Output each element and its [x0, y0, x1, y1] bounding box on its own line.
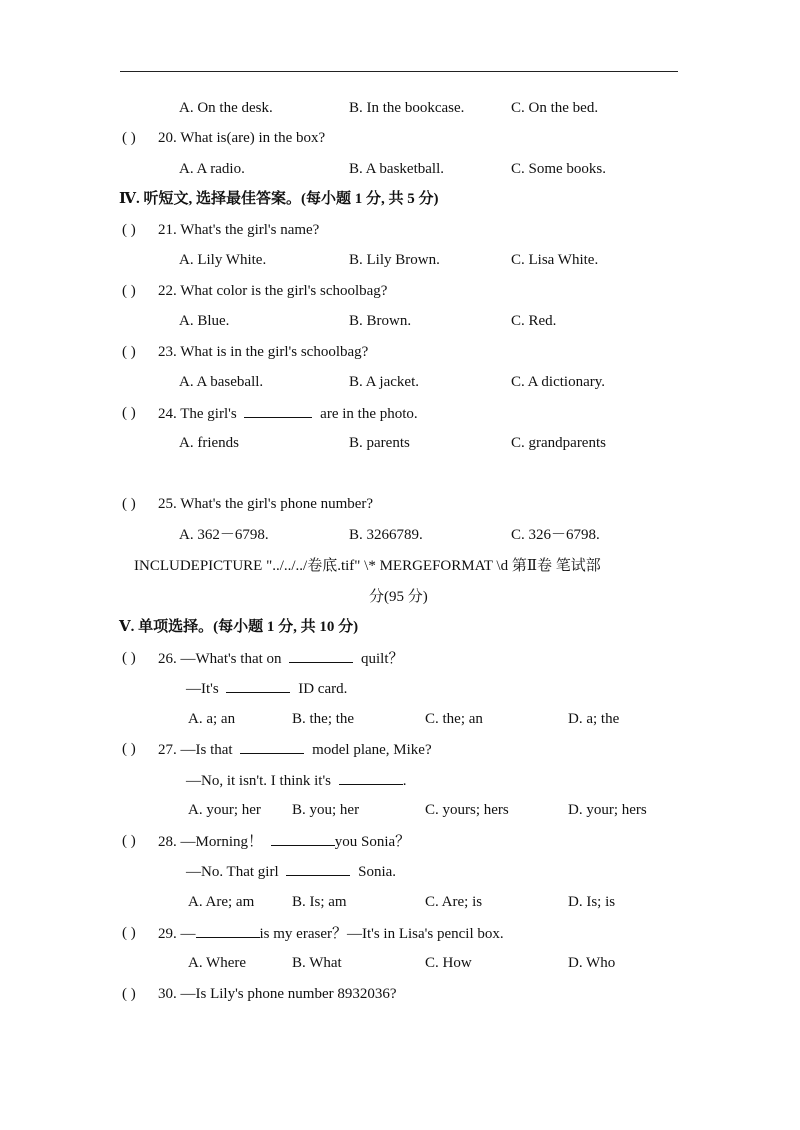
option-a: A. Are; am	[188, 894, 255, 910]
option-b: B. In the bookcase.	[349, 100, 465, 116]
option-a: A. your; her	[188, 802, 261, 818]
question-text-after: model plane, Mike?	[312, 742, 432, 758]
option-c: C. How	[425, 955, 472, 971]
answer-paren[interactable]: ( )	[122, 405, 136, 421]
answer-blank[interactable]	[240, 739, 304, 754]
option-b: B. the; the	[292, 711, 355, 727]
question-text-before: —No. That girl	[186, 864, 279, 880]
answer-blank[interactable]	[286, 861, 350, 876]
option-a: A. 362－6798.	[179, 527, 269, 543]
question-28-line-2	[186, 861, 396, 881]
option-c: C. A dictionary.	[511, 374, 606, 390]
question-text: 20. What is(are) in the box?	[158, 130, 326, 146]
option-b: B. you; her	[292, 802, 360, 818]
option-d: D. Who	[568, 955, 616, 971]
option-b: B. A basketball.	[349, 161, 444, 177]
option-b: B. Is; am	[292, 894, 347, 910]
option-c: C. Some books.	[511, 161, 607, 177]
option-b: B. Lily Brown.	[349, 252, 440, 268]
question-text: 30. —Is Lily's phone number 8932036?	[158, 986, 397, 1002]
option-c: C. grandparents	[511, 435, 606, 451]
question-text-after: .	[402, 773, 407, 789]
answer-blank[interactable]	[339, 770, 403, 785]
answer-blank[interactable]	[271, 831, 335, 846]
question-text-before: 24. The girl's	[158, 406, 237, 422]
question-27-line-2	[186, 770, 407, 790]
answer-paren[interactable]: ( )	[122, 741, 136, 757]
answer-paren[interactable]: ( )	[122, 925, 136, 941]
option-a: A. Blue.	[179, 313, 230, 329]
option-a: A. Where	[188, 955, 247, 971]
option-c: C. 326－6798.	[511, 527, 600, 543]
option-c: C. yours; hers	[425, 802, 509, 818]
answer-paren[interactable]: ( )	[122, 222, 136, 238]
option-a: A. A radio.	[179, 161, 245, 177]
include-picture-field-line-2: 分(95 分)	[369, 589, 428, 605]
section-5-title: Ⅴ. 单项选择。(每小题 1 分, 共 10 分)	[119, 619, 359, 635]
question-text-after: Sonia.	[358, 864, 397, 880]
option-c: C. On the bed.	[511, 100, 599, 116]
question-text-after: quilt？	[361, 651, 404, 667]
answer-blank[interactable]	[226, 678, 290, 693]
option-d: D. a; the	[568, 711, 620, 727]
option-b: B. 3266789.	[349, 527, 423, 543]
option-c: C. Red.	[511, 313, 557, 329]
question-text-before: 26. —What's that on	[158, 651, 282, 667]
option-c: C. Lisa White.	[511, 252, 599, 268]
option-b: B. A jacket.	[349, 374, 419, 390]
section-4-title: Ⅳ. 听短文, 选择最佳答案。(每小题 1 分, 共 5 分)	[119, 191, 439, 207]
question-text-before: —No, it isn't. I think it's	[186, 773, 331, 789]
option-b: B. parents	[349, 435, 410, 451]
answer-blank[interactable]	[289, 648, 353, 663]
option-a: A. a; an	[188, 711, 236, 727]
question-text-before: —It's	[186, 681, 219, 697]
option-a: A. On the desk.	[179, 100, 273, 116]
answer-paren[interactable]: ( )	[122, 496, 136, 512]
question-line-1	[158, 739, 432, 760]
option-c: C. the; an	[425, 711, 483, 727]
question-26-line-2	[186, 678, 347, 698]
option-d: D. your; hers	[568, 802, 647, 818]
question-text: 22. What color is the girl's schoolbag?	[158, 283, 388, 299]
option-c: C. Are; is	[425, 894, 483, 910]
question-text-before: 29. —	[158, 926, 196, 942]
option-a: A. friends	[179, 435, 239, 451]
top-divider-line	[120, 71, 678, 72]
option-b: B. Brown.	[349, 313, 412, 329]
question-text: 25. What's the girl's phone number?	[158, 496, 374, 512]
option-b: B. What	[292, 955, 342, 971]
question-text: 21. What's the girl's name?	[158, 222, 320, 238]
question-line-1	[158, 648, 404, 669]
question-text: 23. What is in the girl's schoolbag?	[158, 344, 369, 360]
option-a: A. Lily White.	[179, 252, 267, 268]
question-text-after: is my eraser？—It's in Lisa's pencil box.	[259, 926, 504, 942]
answer-blank[interactable]	[196, 923, 260, 938]
answer-paren[interactable]: ( )	[122, 986, 136, 1002]
option-d: D. Is; is	[568, 894, 616, 910]
question-text-after: you Sonia？	[334, 834, 411, 850]
question-text	[158, 403, 418, 424]
answer-paren[interactable]: ( )	[122, 344, 136, 360]
answer-paren[interactable]: ( )	[122, 283, 136, 299]
question-text-before: 28. —Morning！	[158, 834, 264, 850]
answer-paren[interactable]: ( )	[122, 650, 136, 666]
answer-blank[interactable]	[244, 403, 312, 418]
include-picture-field-line-1: INCLUDEPICTURE "../../../卷底.tif" \* MERGEFORMAT \d 第Ⅱ卷 笔试部	[134, 558, 601, 574]
question-text-after: ID card.	[298, 681, 348, 697]
question-line-1	[158, 923, 504, 944]
question-text-before: 27. —Is that	[158, 742, 233, 758]
answer-paren[interactable]: ( )	[122, 833, 136, 849]
option-a: A. A baseball.	[179, 374, 264, 390]
question-text-after: are in the photo.	[320, 406, 418, 422]
question-line-1	[158, 831, 410, 852]
answer-paren[interactable]: ( )	[122, 130, 136, 146]
